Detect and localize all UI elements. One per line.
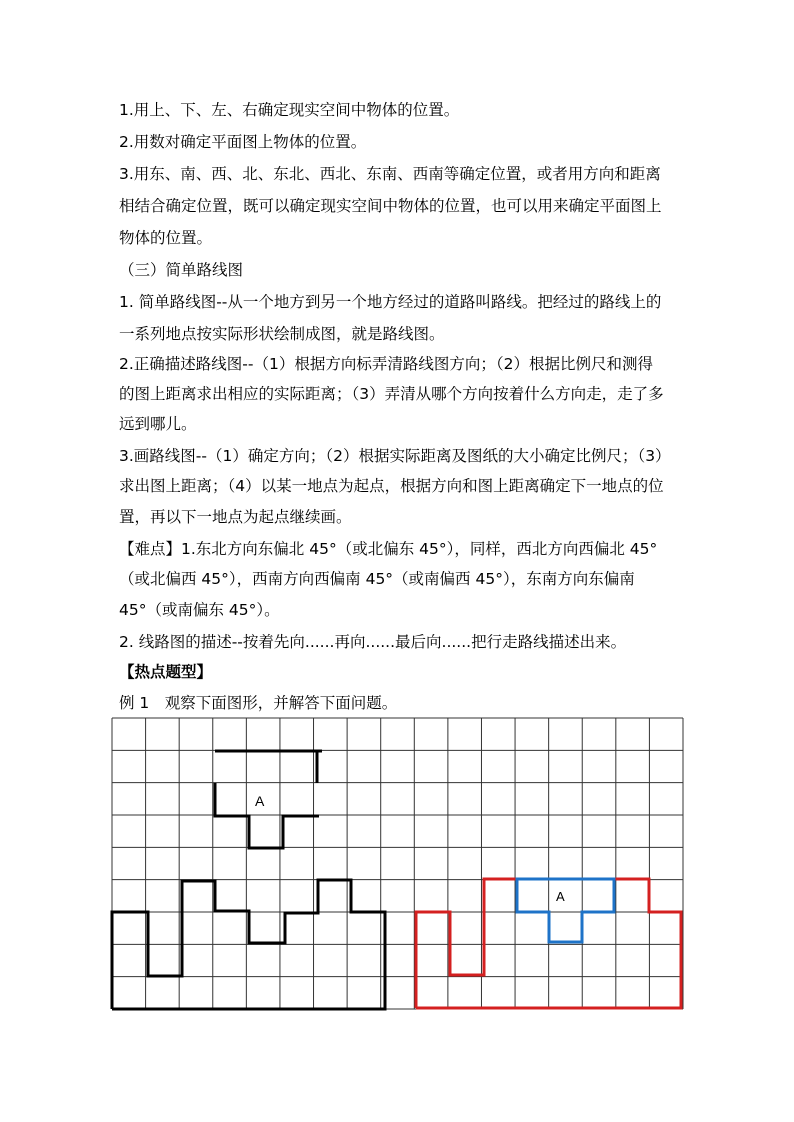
text-line: 2. 线路图的描述--按着先向......再向......最后向......把行走路线描述出来。 bbox=[119, 633, 627, 651]
text-line: 1. 简单路线图--从一个地方到另一个地方经过的道路叫路线。把经过的路线上的 bbox=[119, 293, 662, 311]
text-line: 远到哪儿。 bbox=[119, 415, 197, 433]
section-heading: 【热点题型】 bbox=[119, 663, 213, 681]
section-heading: （三）简单路线图 bbox=[119, 261, 244, 279]
text-line: （或北偏西 45°），西南方向西偏南 45°（或南偏西 45°），东南方向东偏南 bbox=[119, 570, 635, 588]
text-line: 的图上距离求出相应的实际距离；（3）弄清从哪个方向按着什么方向走，走了多 bbox=[119, 385, 664, 403]
text-line: 3.用东、南、西、北、东北、西北、东南、西南等确定位置，或者用方向和距离 bbox=[119, 165, 661, 183]
label-a-right: A bbox=[556, 889, 565, 904]
text-line: 物体的位置。 bbox=[119, 229, 213, 247]
text-line: 相结合确定位置，既可以确定现实空间中物体的位置，也可以用来确定平面图上 bbox=[119, 197, 662, 215]
text-line: 1.用上、下、左、右确定现实空间中物体的位置。 bbox=[119, 101, 460, 119]
example-heading: 例 1 观察下面图形，并解答下面问题。 bbox=[119, 694, 398, 712]
text-line: 置，再以下一地点为起点继续画。 bbox=[119, 508, 352, 526]
text-line: 45°（或南偏东 45°）。 bbox=[119, 601, 280, 619]
grid-lines bbox=[112, 718, 683, 1009]
text-line: 2.用数对确定平面图上物体的位置。 bbox=[119, 133, 367, 151]
text-line: 2.正确描述路线图--（1）根据方向标弄清路线图方向；（2）根据比例尺和测得 bbox=[119, 355, 653, 373]
label-a-left: A bbox=[255, 793, 265, 809]
text-line: 一系列地点按实际形状绘制成图，就是路线图。 bbox=[119, 325, 445, 343]
black-shape-upper bbox=[215, 751, 322, 848]
text-line: 3.画路线图--（1）确定方向；（2）根据实际距离及图纸的大小确定比例尺；（3） bbox=[119, 447, 671, 465]
blue-shape bbox=[517, 879, 614, 942]
text-line: 【难点】1.东北方向东偏北 45°（或北偏东 45°），同样，西北方向西偏北 45° bbox=[119, 540, 658, 558]
text-line: 求出图上距离；（4）以某一地点为起点，根据方向和图上距离确定下一地点的位 bbox=[119, 477, 664, 495]
